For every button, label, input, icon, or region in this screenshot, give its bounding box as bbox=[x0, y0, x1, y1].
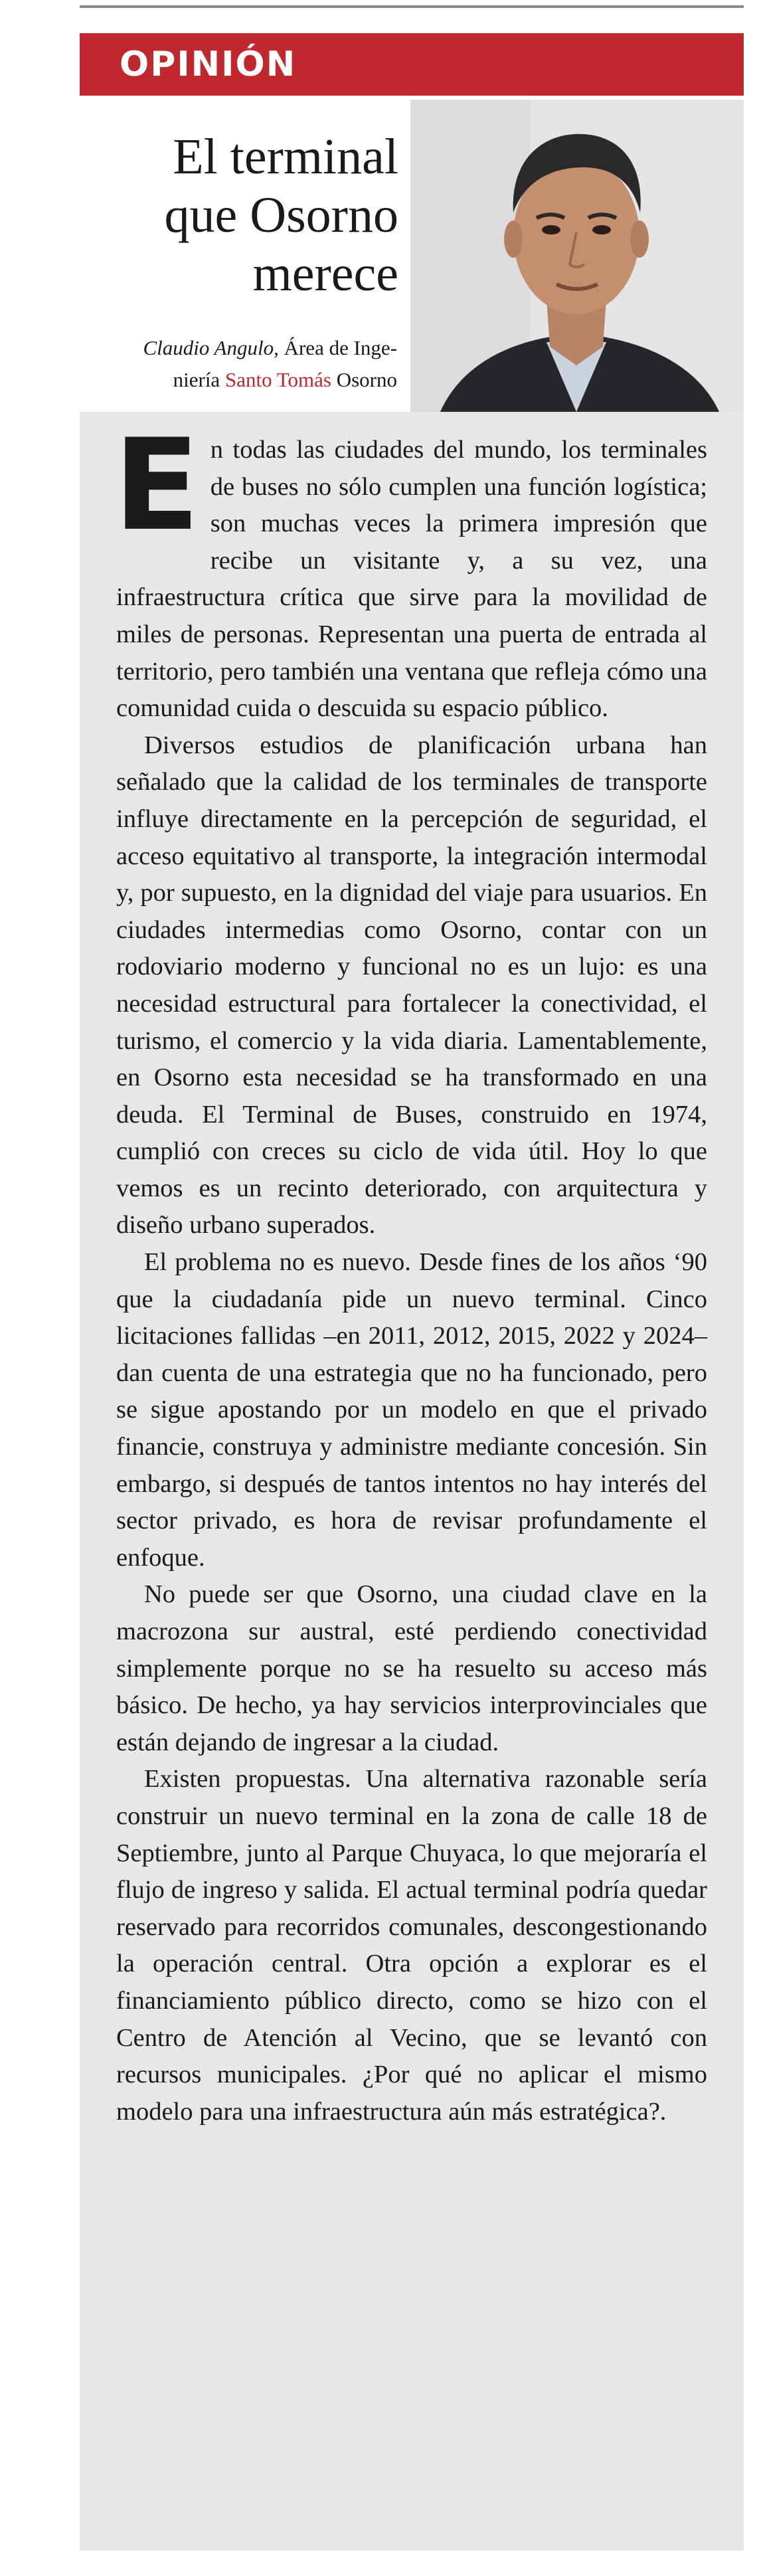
paragraph: Diversos estudios de planificación urbana han señalado que la calidad de los terminales de transporte influye directamente en la percepción de seguridad, el acceso equitativo al transporte, la integración intermodal y, por supuesto, en la dignidad del viaje para usuarios. En ciudades intermedias como Osorno, contar con un rodoviario moderno y funcional no es un lujo: es una necesidad estructural para fortalecer la conectividad, el turismo, el comercio y la vida diaria. Lamentablemente, en Osorno esta necesidad se ha transformado en una deuda. El Terminal de Buses, construido en 1974, cumplió con creces su ciclo de vida útil. Hoy lo que vemos es un recinto deteriorado, con arquitectura y diseño urbano superados. bbox=[116, 731, 707, 1240]
paragraph bbox=[114, 412, 707, 727]
headline-line: El terminal bbox=[173, 129, 398, 185]
portrait-illustration bbox=[410, 100, 744, 420]
paragraph-text: n todas las ciudades del mundo, los terminales de buses no sólo cumplen una función logística; son muchas veces la primera impresión que recibe un visitante y, a su vez, una infraestructura crítica que sirve para la movilidad de miles de personas. Representan una puerta de entrada al territorio, pero también una ventana que refleja cómo una comunidad cuida o descuida su espacio público. bbox=[116, 436, 707, 723]
section-label: OPINIÓN bbox=[80, 33, 744, 96]
paragraph: Existen propuestas. Una alternativa razonable sería construir un nuevo terminal en la zona de calle 18 de Septiembre, junto al Parque Chuyaca, lo que mejoraría el flujo de ingreso y salida. El actual terminal podría quedar reservado para recorridos comunales, descongestionando la operación central. Otra opción a explorar es el financiamiento público directo, como se hizo con el Centro de Atención al Vecino, que se levantó con recursos municipales. ¿Por qué no aplicar el mismo modelo para una infraestructura aún más estratégica?. bbox=[116, 1765, 707, 2126]
headline-line: que Osorno bbox=[164, 187, 398, 243]
author-city: Osorno bbox=[336, 368, 397, 391]
author-name: Claudio Angulo, bbox=[143, 336, 279, 359]
paragraph: No puede ser que Osorno, una ciudad clave en la macrozona sur austral, esté perdiendo conectividad simplemente porque no se ha resuelto su acceso más básico. De hecho, ya hay servicios interprovinciales que están dejando de ingresar a la ciudad. bbox=[116, 1580, 707, 1756]
byline bbox=[80, 332, 397, 396]
drop-cap: E bbox=[114, 412, 200, 559]
institution-name: Santo Tomás bbox=[224, 368, 331, 391]
article-text bbox=[114, 412, 707, 2130]
headline-line: merece bbox=[252, 246, 398, 302]
author-role-end: niería bbox=[173, 368, 220, 391]
paragraph: El problema no es nuevo. Desde fines de los años ‘90 que la ciudadanía pide un nuevo terminal. Cinco licitaciones fallidas –en 2011, 2012, 2015, 2022 y 2024– dan cuenta de una estrategia que no ha funcionado, pero se sigue apostando por un modelo en que el privado financie, construya y administre mediante concesión. Sin embargo, si después de tantos intentos no hay interés del sector privado, es hora de revisar profundamente el enfoque. bbox=[116, 1248, 707, 1572]
author-portrait bbox=[410, 100, 744, 420]
top-rule bbox=[80, 5, 744, 8]
author-role: Área de Inge- bbox=[284, 336, 397, 359]
article-body bbox=[80, 412, 744, 2551]
headline bbox=[113, 128, 398, 303]
